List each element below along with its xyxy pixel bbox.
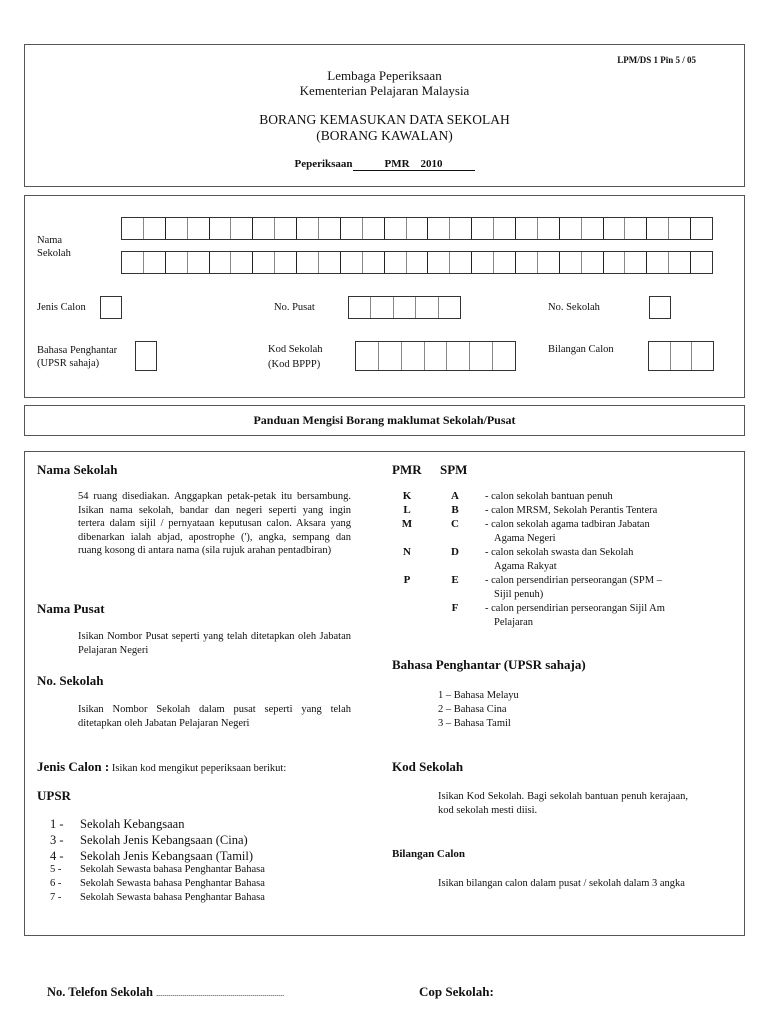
input-cell[interactable] <box>669 252 691 273</box>
input-cell[interactable] <box>450 252 472 273</box>
bilangan-calon-text: Isikan bilangan calon dalam pusat / sekolah dalam 3 angka <box>438 878 685 889</box>
input-cell[interactable] <box>416 297 438 318</box>
input-cell[interactable] <box>407 218 429 239</box>
input-cell[interactable] <box>188 218 210 239</box>
input-cell[interactable] <box>470 342 493 370</box>
input-cell[interactable] <box>253 218 275 239</box>
nama-sekolah-label: Nama Sekolah <box>37 235 71 259</box>
input-cell[interactable] <box>560 218 582 239</box>
input-cell[interactable] <box>691 252 712 273</box>
form-title: BORANG KEMASUKAN DATA SEKOLAH <box>259 112 510 127</box>
input-cell[interactable] <box>472 252 494 273</box>
input-cell[interactable] <box>625 218 647 239</box>
bilangan-calon-label: Bilangan Calon <box>548 344 614 355</box>
input-cell[interactable] <box>560 252 582 273</box>
telefon-field[interactable]: ................................................................ <box>156 989 285 998</box>
pmr-heading: PMR <box>392 462 422 477</box>
code-desc-cont: Sijil penuh) <box>494 589 544 600</box>
input-cell[interactable] <box>297 252 319 273</box>
org-line1: Lembaga Peperiksaan <box>327 68 442 83</box>
bahasa-penghantar-field[interactable] <box>135 341 157 371</box>
input-cell[interactable] <box>669 218 691 239</box>
form-code: LPM/DS 1 Pin 5 / 05 <box>617 55 696 65</box>
bilangan-calon-heading: Bilangan Calon <box>392 848 466 860</box>
exam-label: Peperiksaan <box>294 158 353 170</box>
input-cell[interactable] <box>450 218 472 239</box>
input-cell[interactable] <box>625 252 647 273</box>
input-cell[interactable] <box>402 342 425 370</box>
input-cell[interactable] <box>425 342 448 370</box>
no-pusat-field[interactable] <box>348 296 461 319</box>
input-cell[interactable] <box>493 342 515 370</box>
input-cell[interactable] <box>538 218 560 239</box>
code-desc-cont: Agama Rakyat <box>494 561 557 572</box>
nama-sekolah-row1[interactable] <box>121 217 713 240</box>
input-cell[interactable] <box>538 252 560 273</box>
input-cell[interactable] <box>231 218 253 239</box>
spm-code: E <box>451 574 459 586</box>
spm-heading: SPM <box>440 462 468 477</box>
input-cell[interactable] <box>363 252 385 273</box>
input-cell[interactable] <box>671 342 693 370</box>
input-cell[interactable] <box>363 218 385 239</box>
input-cell[interactable] <box>144 252 166 273</box>
code-desc-cont: Pelajaran <box>494 617 534 628</box>
input-cell[interactable] <box>692 342 713 370</box>
no-sekolah-label: No. Sekolah <box>548 302 600 313</box>
cop-sekolah-label: Cop Sekolah: <box>419 984 494 999</box>
input-cell[interactable] <box>428 252 450 273</box>
input-cell[interactable] <box>210 218 232 239</box>
upsr-item: 5 - Sekolah Sewasta bahasa Penghantar Bahasa <box>50 864 265 875</box>
input-cell[interactable] <box>297 218 319 239</box>
header-box <box>24 44 745 187</box>
input-cell[interactable] <box>494 218 516 239</box>
nama-sekolah-text: 54 ruang disediakan. Anggapkan petak-petak itu bersambung. Isikan nama sekolah, bandar dan negeri seperti yang ingin tertera dalam sijil / pernyataan keputusan calon. Aksara yang dibenarkan ialah abjad, apostrophe ('), angka, sempang dan ruang kosong di antara nama (sila rujuk arahan pentadbiran) <box>78 491 351 556</box>
input-cell[interactable] <box>166 252 188 273</box>
spm-code: A <box>451 490 459 502</box>
input-cell[interactable] <box>447 342 470 370</box>
nama-pusat-text: Isikan Nombor Pusat seperti yang telah ditetapkan oleh Jabatan Pelajaran Negeri <box>78 631 351 656</box>
kod-sekolah-heading: Kod Sekolah <box>392 759 464 774</box>
bahasa-item: 2 – Bahasa Cina <box>438 704 507 715</box>
bahasa-penghantar-label: Bahasa Penghantar (UPSR sahaja) <box>37 345 118 369</box>
input-cell[interactable] <box>341 218 363 239</box>
input-cell[interactable] <box>582 218 604 239</box>
input-cell[interactable] <box>144 218 166 239</box>
jenis-calon-guide <box>37 759 286 775</box>
bahasa-item: 3 – Bahasa Tamil <box>438 718 511 729</box>
code-desc: - calon MRSM, Sekolah Perantis Tentera <box>485 505 658 516</box>
input-cell[interactable] <box>494 252 516 273</box>
no-pusat-label: No. Pusat <box>274 302 315 313</box>
spm-code: F <box>451 602 459 614</box>
input-cell[interactable] <box>385 218 407 239</box>
input-cell[interactable] <box>647 218 669 239</box>
kod-sekolah-label: Kod Sekolah (Kod BPPP) <box>268 344 323 370</box>
no-sekolah-text: Isikan Nombor Sekolah dalam pusat seperti yang telah ditetapkan oleh Jabatan Pelajaran Negeri <box>78 704 351 729</box>
input-cell[interactable] <box>356 342 379 370</box>
input-cell[interactable] <box>275 252 297 273</box>
input-cell[interactable] <box>691 218 712 239</box>
input-cell[interactable] <box>394 297 416 318</box>
input-cell[interactable] <box>647 252 669 273</box>
upsr-item: 3 - Sekolah Jenis Kebangsaan (Cina) <box>50 833 248 847</box>
input-cell[interactable] <box>428 218 450 239</box>
input-cell[interactable] <box>253 252 275 273</box>
input-cell[interactable] <box>231 252 253 273</box>
input-cell[interactable] <box>319 252 341 273</box>
no-sekolah-heading: No. Sekolah <box>37 673 104 688</box>
bahasa-heading: Bahasa Penghantar (UPSR sahaja) <box>392 657 586 672</box>
input-cell[interactable] <box>122 218 144 239</box>
upsr-item: 1 - Sekolah Kebangsaan <box>50 817 185 831</box>
kod-sekolah-text: Isikan Kod Sekolah. Bagi sekolah bantuan penuh kerajaan, kod sekolah mesti diisi. <box>438 791 688 816</box>
input-cell[interactable] <box>385 252 407 273</box>
nama-sekolah-heading: Nama Sekolah <box>37 462 118 477</box>
input-cell[interactable] <box>210 252 232 273</box>
spm-code: C <box>451 518 459 530</box>
pmr-code: K <box>402 490 412 502</box>
code-desc: - calon persendirian perseorangan Sijil Am <box>485 603 665 614</box>
input-cell[interactable] <box>319 218 341 239</box>
input-cell[interactable] <box>604 252 626 273</box>
input-cell[interactable] <box>407 252 429 273</box>
input-cell[interactable] <box>379 342 402 370</box>
spm-code: B <box>451 504 459 516</box>
input-cell[interactable] <box>188 252 210 273</box>
kod-sekolah-field[interactable] <box>355 341 516 371</box>
code-desc: - calon sekolah agama tadbiran Jabatan <box>485 519 650 530</box>
exam-line <box>25 158 744 171</box>
input-cell[interactable] <box>516 252 538 273</box>
input-cell[interactable] <box>516 218 538 239</box>
input-cell[interactable] <box>472 218 494 239</box>
input-cell[interactable] <box>341 252 363 273</box>
pmr-code: P <box>403 574 411 586</box>
nama-sekolah-row2[interactable] <box>121 251 713 274</box>
jenis-calon-label: Jenis Calon <box>37 302 86 313</box>
bilangan-calon-field[interactable] <box>648 341 714 371</box>
input-cell[interactable] <box>166 218 188 239</box>
upsr-heading: UPSR <box>37 788 71 803</box>
code-desc: - calon sekolah bantuan penuh <box>485 491 613 502</box>
org-line2: Kementerian Pelajaran Malaysia <box>299 83 470 98</box>
upsr-item: 4 - Sekolah Jenis Kebangsaan (Tamil) <box>50 849 254 863</box>
input-cell[interactable] <box>349 297 371 318</box>
input-cell[interactable] <box>122 252 144 273</box>
form-subtitle: (BORANG KAWALAN) <box>316 128 453 143</box>
nama-pusat-heading: Nama Pusat <box>37 601 105 616</box>
input-cell[interactable] <box>649 342 671 370</box>
code-desc: - calon persendirian perseorangan (SPM – <box>485 575 662 586</box>
bahasa-item: 1 – Bahasa Melayu <box>438 690 519 701</box>
upsr-item: 6 - Sekolah Sewasta bahasa Penghantar Bahasa <box>50 878 265 889</box>
pmr-code: M <box>401 518 413 530</box>
input-cell[interactable] <box>439 297 460 318</box>
code-desc-cont: Agama Negeri <box>494 533 556 544</box>
input-cell[interactable] <box>604 218 626 239</box>
jenis-calon-text: Isikan kod mengikut peperiksaan berikut: <box>111 763 287 774</box>
input-cell[interactable] <box>275 218 297 239</box>
no-sekolah-field[interactable] <box>649 296 671 319</box>
input-cell[interactable] <box>582 252 604 273</box>
jenis-calon-field[interactable] <box>100 296 122 319</box>
input-cell[interactable] <box>371 297 393 318</box>
spm-code: D <box>451 546 459 558</box>
telefon-label: No. Telefon Sekolah <box>47 985 153 999</box>
exam-value[interactable]: PMR 2010 <box>353 158 475 171</box>
guide-title-box <box>24 405 745 436</box>
pmr-code: N <box>403 546 411 558</box>
telefon-line <box>47 985 284 1000</box>
pmr-code: L <box>403 504 411 516</box>
jenis-calon-heading: Jenis Calon : <box>37 759 110 774</box>
guide-title: Panduan Mengisi Borang maklumat Sekolah/Pusat <box>253 413 516 427</box>
upsr-item: 7 - Sekolah Sewasta bahasa Penghantar Bahasa <box>50 892 265 903</box>
code-desc: - calon sekolah swasta dan Sekolah <box>485 547 634 558</box>
